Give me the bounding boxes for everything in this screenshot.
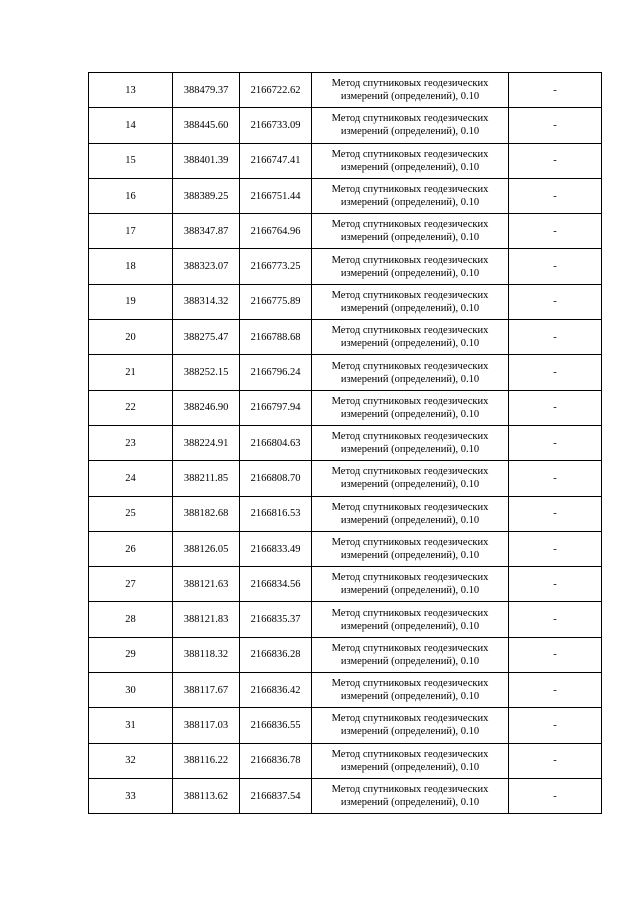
table-row [89,708,602,743]
method-text-line-1: Метод спутниковых геодезических [331,360,489,372]
point-number-cell: 14 [89,108,173,143]
method-cell [312,355,509,390]
method-text-line-1: Метод спутниковых геодезических [331,678,489,690]
x-coordinate-cell: 388118.32 [173,637,240,672]
description-cell: - [509,708,602,743]
description-cell: - [509,108,602,143]
method-text-line-2: измерений (определений), 0.10 [340,197,480,209]
x-coordinate-cell: 388117.67 [173,673,240,708]
point-number-cell: 17 [89,214,173,249]
table-row [89,425,602,460]
y-coordinate-cell: 2166836.42 [240,673,312,708]
description-cell: - [509,143,602,178]
method-cell [312,214,509,249]
table-row [89,355,602,390]
description-cell: - [509,778,602,813]
method-text-line-2: измерений (определений), 0.10 [340,761,480,773]
description-cell: - [509,567,602,602]
method-text-line-2: измерений (определений), 0.10 [340,726,480,738]
y-coordinate-cell: 2166722.62 [240,73,312,108]
point-number-cell: 30 [89,673,173,708]
method-text-line-2: измерений (определений), 0.10 [340,338,480,350]
method-text-line-1: Метод спутниковых геодезических [331,395,489,407]
x-coordinate-cell: 388389.25 [173,178,240,213]
method-text-line-1: Метод спутниковых геодезических [331,607,489,619]
y-coordinate-cell: 2166788.68 [240,320,312,355]
y-coordinate-cell: 2166836.55 [240,708,312,743]
description-cell: - [509,390,602,425]
method-text-line-2: измерений (определений), 0.10 [340,514,480,526]
method-cell [312,284,509,319]
method-text-line-2: измерений (определений), 0.10 [340,585,480,597]
x-coordinate-cell: 388275.47 [173,320,240,355]
x-coordinate-cell: 388211.85 [173,461,240,496]
description-cell: - [509,637,602,672]
method-text-line-1: Метод спутниковых геодезических [331,78,489,90]
x-coordinate-cell: 388479.37 [173,73,240,108]
x-coordinate-cell: 388126.05 [173,531,240,566]
method-text-line-2: измерений (определений), 0.10 [340,232,480,244]
method-text-line-1: Метод спутниковых геодезических [331,184,489,196]
point-number-cell: 31 [89,708,173,743]
method-cell [312,567,509,602]
table-row [89,743,602,778]
table-row [89,390,602,425]
method-text-line-2: измерений (определений), 0.10 [340,91,480,103]
description-cell: - [509,214,602,249]
method-cell [312,425,509,460]
y-coordinate-cell: 2166836.28 [240,637,312,672]
method-text-line-2: измерений (определений), 0.10 [340,444,480,456]
method-cell [312,496,509,531]
method-cell [312,673,509,708]
method-cell [312,461,509,496]
method-text-line-1: Метод спутниковых геодезических [331,289,489,301]
description-cell: - [509,531,602,566]
method-text-line-1: Метод спутниковых геодезических [331,572,489,584]
x-coordinate-cell: 388401.39 [173,143,240,178]
x-coordinate-cell: 388182.68 [173,496,240,531]
method-cell [312,708,509,743]
y-coordinate-cell: 2166834.56 [240,567,312,602]
method-cell [312,390,509,425]
y-coordinate-cell: 2166764.96 [240,214,312,249]
method-text-line-2: измерений (определений), 0.10 [340,797,480,809]
method-text-line-2: измерений (определений), 0.10 [340,479,480,491]
method-cell [312,531,509,566]
description-cell: - [509,178,602,213]
method-cell [312,743,509,778]
x-coordinate-cell: 388314.32 [173,284,240,319]
coordinates-table [88,72,602,814]
y-coordinate-cell: 2166775.89 [240,284,312,319]
method-text-line-1: Метод спутниковых геодезических [331,431,489,443]
method-text-line-2: измерений (определений), 0.10 [340,373,480,385]
description-cell: - [509,461,602,496]
method-text-line-1: Метод спутниковых геодезических [331,466,489,478]
y-coordinate-cell: 2166837.54 [240,778,312,813]
method-text-line-1: Метод спутниковых геодезических [331,642,489,654]
description-cell: - [509,602,602,637]
point-number-cell: 33 [89,778,173,813]
point-number-cell: 25 [89,496,173,531]
method-text-line-2: измерений (определений), 0.10 [340,267,480,279]
method-text-line-2: измерений (определений), 0.10 [340,126,480,138]
table-row [89,284,602,319]
x-coordinate-cell: 388252.15 [173,355,240,390]
description-cell: - [509,249,602,284]
method-text-line-1: Метод спутниковых геодезических [331,254,489,266]
method-text-line-1: Метод спутниковых геодезических [331,537,489,548]
table-row [89,602,602,637]
method-text-line-1: Метод спутниковых геодезических [331,148,489,160]
table-row [89,496,602,531]
x-coordinate-cell: 388323.07 [173,249,240,284]
y-coordinate-cell: 2166833.49 [240,531,312,566]
table-row [89,461,602,496]
point-number-cell: 24 [89,461,173,496]
method-text-line-1: Метод спутниковых геодезических [331,748,489,760]
point-number-cell: 16 [89,178,173,213]
description-cell: - [509,743,602,778]
point-number-cell: 29 [89,637,173,672]
method-cell [312,143,509,178]
x-coordinate-cell: 388117.03 [173,708,240,743]
point-number-cell: 13 [89,73,173,108]
method-cell [312,637,509,672]
point-number-cell: 18 [89,249,173,284]
x-coordinate-cell: 388113.62 [173,778,240,813]
table-row [89,778,602,813]
y-coordinate-cell: 2166751.44 [240,178,312,213]
method-cell [312,602,509,637]
y-coordinate-cell: 2166796.24 [240,355,312,390]
x-coordinate-cell: 388246.90 [173,390,240,425]
description-cell: - [509,425,602,460]
point-number-cell: 32 [89,743,173,778]
table-row [89,178,602,213]
x-coordinate-cell: 388121.63 [173,567,240,602]
method-text-line-2: измерений (определений), 0.10 [340,620,480,632]
method-text-line-1: Метод спутниковых геодезических [331,113,489,125]
method-cell [312,249,509,284]
x-coordinate-cell: 388116.22 [173,743,240,778]
point-number-cell: 19 [89,284,173,319]
point-number-cell: 28 [89,602,173,637]
description-cell: - [509,320,602,355]
method-text-line-1: Метод спутниковых геодезических [331,784,489,796]
method-text-line-2: измерений (определений), 0.10 [340,408,480,420]
x-coordinate-cell: 388224.91 [173,425,240,460]
method-cell [312,178,509,213]
description-cell: - [509,496,602,531]
point-number-cell: 22 [89,390,173,425]
coordinates-table-body [89,73,602,814]
point-number-cell: 20 [89,320,173,355]
point-number-cell: 26 [89,531,173,566]
point-number-cell: 21 [89,355,173,390]
method-text-line-1: Метод спутниковых геодезических [331,713,489,725]
table-row [89,73,602,108]
x-coordinate-cell: 388121.83 [173,602,240,637]
table-row [89,143,602,178]
table-row [89,108,602,143]
method-text-line-1: Метод спутниковых геодезических [331,501,489,513]
table-row [89,320,602,355]
method-text-line-1: Метод спутниковых геодезических [331,325,489,337]
method-text-line-2: измерений (определений), 0.10 [340,302,480,314]
table-row [89,637,602,672]
table-row [89,567,602,602]
y-coordinate-cell: 2166797.94 [240,390,312,425]
method-text-line-2: измерений (определений), 0.10 [340,161,480,173]
method-cell [312,73,509,108]
y-coordinate-cell: 2166808.70 [240,461,312,496]
description-cell: - [509,73,602,108]
y-coordinate-cell: 2166835.37 [240,602,312,637]
table-row [89,214,602,249]
table-row [89,531,602,566]
method-text-line-2: измерений (определений), 0.10 [340,691,480,703]
y-coordinate-cell: 2166836.78 [240,743,312,778]
method-cell [312,778,509,813]
point-number-cell: 15 [89,143,173,178]
y-coordinate-cell: 2166747.41 [240,143,312,178]
y-coordinate-cell: 2166804.63 [240,425,312,460]
table-row [89,673,602,708]
description-cell: - [509,355,602,390]
point-number-cell: 23 [89,425,173,460]
x-coordinate-cell: 388445.60 [173,108,240,143]
method-cell [312,108,509,143]
method-cell [312,320,509,355]
y-coordinate-cell: 2166816.53 [240,496,312,531]
method-text-line-1: Метод спутниковых геодезических [331,219,489,231]
method-text-line-2: измерений (определений), 0.10 [340,550,480,561]
description-cell: - [509,284,602,319]
table-row [89,249,602,284]
description-cell: - [509,673,602,708]
method-text-line-2: измерений (определений), 0.10 [340,655,480,667]
y-coordinate-cell: 2166773.25 [240,249,312,284]
point-number-cell: 27 [89,567,173,602]
x-coordinate-cell: 388347.87 [173,214,240,249]
y-coordinate-cell: 2166733.09 [240,108,312,143]
